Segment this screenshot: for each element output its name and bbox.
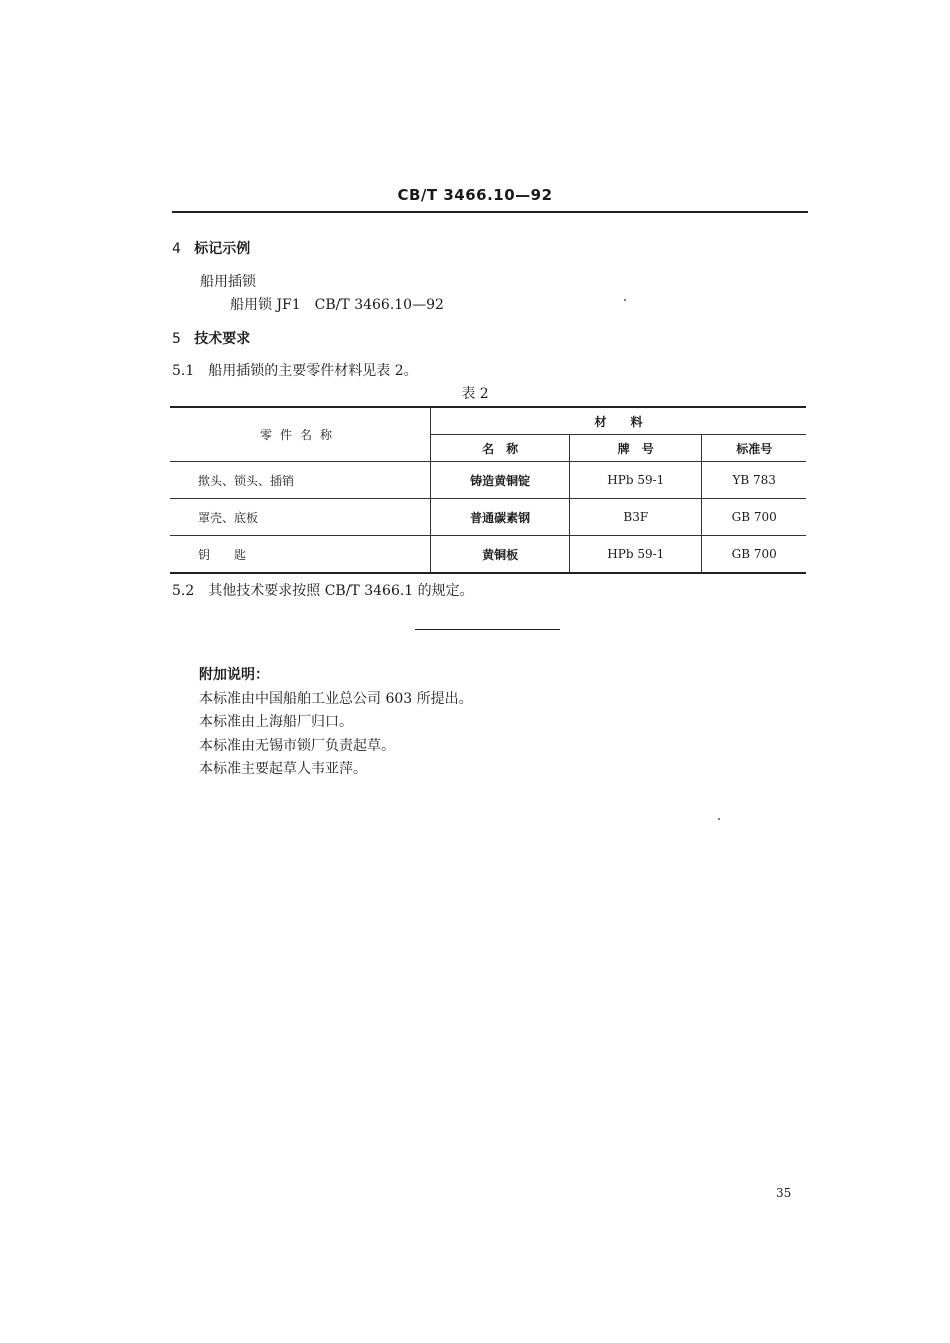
standard-cell: YB 783	[702, 462, 806, 499]
section-4-number: 4	[172, 241, 181, 257]
document-code-header: CB/T 3466.10—92	[397, 186, 553, 204]
table-row	[170, 536, 806, 574]
table-caption: 表 2	[461, 386, 489, 402]
note-line: 本标准由中国船舶工业总公司 603 所提出。	[199, 690, 473, 707]
standard-cell: GB 700	[702, 536, 806, 574]
materials-table	[170, 406, 806, 574]
header-part-name: 零件名称	[170, 407, 431, 462]
part-cell: 钥 匙	[170, 536, 431, 574]
header-grade: 牌 号	[570, 435, 702, 462]
clause-5-2: 5.2 其他技术要求按照 CB/T 3466.1 的规定。	[172, 583, 474, 599]
scan-speck	[624, 299, 626, 301]
note-line: 本标准主要起草人韦亚萍。	[199, 761, 367, 777]
scan-speck	[718, 818, 720, 820]
table-row	[170, 462, 806, 499]
end-rule	[415, 629, 560, 630]
part-cell: 揿头、锁头、插销	[170, 462, 431, 499]
grade-cell: HPb 59-1	[570, 536, 702, 574]
section-5-number: 5	[172, 331, 181, 347]
grade-cell: B3F	[570, 499, 702, 536]
section-5-heading	[172, 328, 250, 348]
standard-cell: GB 700	[702, 499, 806, 536]
notes-title: 附加说明：	[199, 667, 269, 683]
material-cell: 黄铜板	[431, 536, 570, 574]
material-cell: 铸造黄铜锭	[431, 462, 570, 499]
section-5-title: 技术要求	[194, 331, 251, 347]
header-material-name: 名 称	[431, 435, 570, 462]
note-line: 本标准由无锡市锁厂负责起草。	[199, 737, 395, 754]
note-line: 本标准由上海船厂归口。	[199, 714, 353, 730]
page-number: 35	[776, 1186, 792, 1200]
grade-cell: HPb 59-1	[570, 462, 702, 499]
header-standard: 标准号	[702, 435, 806, 462]
additional-notes	[199, 664, 473, 782]
header-rule	[172, 211, 808, 213]
section-4-heading	[172, 238, 250, 258]
table-row	[170, 499, 806, 536]
part-cell: 罩壳、底板	[170, 499, 431, 536]
example-label: 船用插锁	[200, 274, 256, 290]
example-marking: 船用锁 JF1 CB/T 3466.10—92	[230, 297, 444, 313]
section-4-title: 标记示例	[194, 241, 251, 257]
clause-5-1: 5.1 船用插锁的主要零件材料见表 2。	[172, 363, 418, 379]
material-cell: 普通碳素钢	[431, 499, 570, 536]
header-material: 材 料	[431, 407, 807, 435]
